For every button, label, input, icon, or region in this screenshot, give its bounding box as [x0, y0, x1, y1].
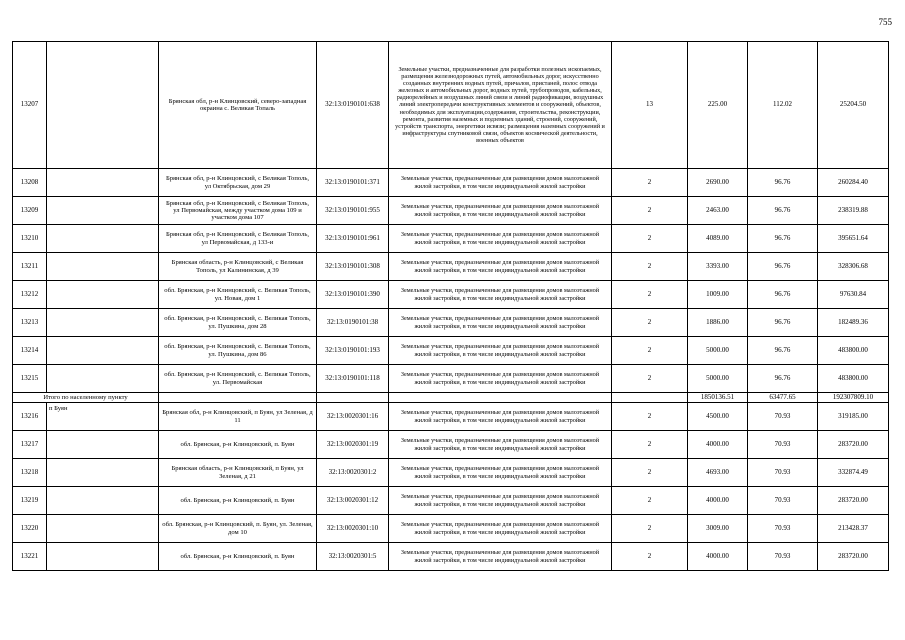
table-row — [13, 365, 889, 393]
permitted-use: Земельные участки, предназначенные для размещения домов малоэтажной жилой застройки, в том числе индивидуальной жилой застройки — [389, 431, 612, 459]
row-number: 13210 — [13, 225, 47, 253]
group-number: 2 — [612, 515, 688, 543]
total-rate: 63477.65 — [748, 393, 818, 403]
cadastral-rate: 70.93 — [748, 515, 818, 543]
cadastral-number: 32:13:0020301:5 — [317, 543, 389, 571]
cadastral-number: 32:13:0190101:371 — [317, 169, 389, 197]
group-number: 2 — [612, 253, 688, 281]
table-row — [13, 431, 889, 459]
empty-cell — [47, 42, 159, 169]
permitted-use: Земельные участки, предназначенные для размещения домов малоэтажной жилой застройки, в том числе индивидуальной жилой застройки — [389, 197, 612, 225]
cadastral-value: 213428.37 — [818, 515, 889, 543]
address-cell: Брянская обл, р-н Клинцовский, п Буян, ул Зеленая, д 11 — [159, 403, 317, 431]
total-empty-cell — [389, 393, 612, 403]
permitted-use: Земельные участки, предназначенные для размещения домов малоэтажной жилой застройки, в том числе индивидуальной жилой застройки — [389, 487, 612, 515]
empty-cell — [47, 309, 159, 337]
address-cell: обл. Брянская, р-н Клинцовский, п. Буян — [159, 543, 317, 571]
empty-cell — [47, 403, 159, 431]
group-number: 2 — [612, 365, 688, 393]
area-value: 5000.00 — [688, 337, 748, 365]
address-cell: Брянская обл, р-н Клинцовский, с Великая Тополь, ул Октябрьская, дом 29 — [159, 169, 317, 197]
cadastral-number: 32:13:0020301:16 — [317, 403, 389, 431]
table-row — [13, 225, 889, 253]
group-number: 2 — [612, 431, 688, 459]
total-empty-cell — [612, 393, 688, 403]
cadastral-number: 32:13:0190101:118 — [317, 365, 389, 393]
table-row — [13, 515, 889, 543]
table-row — [13, 169, 889, 197]
cadastral-value: 483800.00 — [818, 337, 889, 365]
cadastral-value: 332874.49 — [818, 459, 889, 487]
address-cell: обл. Брянская, р-н Клинцовский, п. Буян, ул. Зеленая, дом 10 — [159, 515, 317, 543]
row-number: 13209 — [13, 197, 47, 225]
cadastral-rate: 70.93 — [748, 543, 818, 571]
table-row — [13, 197, 889, 225]
group-number: 2 — [612, 225, 688, 253]
area-value: 1886.00 — [688, 309, 748, 337]
row-number: 13208 — [13, 169, 47, 197]
table-row — [13, 309, 889, 337]
area-value: 4693.00 — [688, 459, 748, 487]
area-value: 3009.00 — [688, 515, 748, 543]
address-cell: Брянская обл, р-н Клинцовский, северо-западная окраина с. Великая Топаль — [159, 42, 317, 169]
group-number: 2 — [612, 459, 688, 487]
area-value: 4500.00 — [688, 403, 748, 431]
area-value: 4000.00 — [688, 487, 748, 515]
cadastral-number: 32:13:0190101:955 — [317, 197, 389, 225]
cadastral-rate: 96.76 — [748, 197, 818, 225]
locality-total-row — [13, 393, 889, 403]
address-cell: обл. Брянская, р-н Клинцовский, п. Буян — [159, 431, 317, 459]
land-register-table — [12, 41, 889, 571]
group-number: 2 — [612, 337, 688, 365]
table-row — [13, 403, 889, 431]
permitted-use: Земельные участки, предназначенные для размещения домов малоэтажной жилой застройки, в том числе индивидуальной жилой застройки — [389, 169, 612, 197]
permitted-use: Земельные участки, предназначенные для размещения домов малоэтажной жилой застройки, в том числе индивидуальной жилой застройки — [389, 253, 612, 281]
cadastral-value: 260284.40 — [818, 169, 889, 197]
cadastral-value: 283720.00 — [818, 431, 889, 459]
total-label: Итого по населенному пункту — [13, 393, 159, 403]
cadastral-number: 32:13:0020301:19 — [317, 431, 389, 459]
cadastral-number: 32:13:0190101:390 — [317, 281, 389, 309]
empty-cell — [47, 487, 159, 515]
address-cell: обл. Брянская, р-н Клинцовский, с. Великая Тополь, ул. Новая, дом 1 — [159, 281, 317, 309]
total-empty-cell — [159, 393, 317, 403]
locality-heading: п Буян — [49, 404, 68, 412]
address-cell: Брянская обл, р-н Клинцовский, с Великая Тополь, ул Первомайская, между участком дома 109 и участком дома 107 — [159, 197, 317, 225]
empty-cell — [47, 543, 159, 571]
permitted-use: Земельные участки, предназначенные для размещения домов малоэтажной жилой застройки, в том числе индивидуальной жилой застройки — [389, 281, 612, 309]
total-area: 1850136.51 — [688, 393, 748, 403]
permitted-use: Земельные участки, предназначенные для разработки полезных ископаемых, размещения железнодорожных путей, автомобильных дорог, искусственно созданных внутренних водных путей, причалов, пристаней, полос отвода железных и автомобильных дорог, водных путей, трубопроводов, кабельных, радиорелейных и воздушных линий связи и линий радиофикации, воздушных линий электропередачи конструктивных элементов и сооружений, объектов, необходимых для эксплуатации,содержания, строительства, реконструкции, ремонта, развития наземных и подземных зданий, строений, сооружений, устройств транспорта, энергетики исвязи; размещения наземных сооружений и инфраструктуры спутниковой связи, объектов космической деятельности, военных объектов — [389, 42, 612, 169]
group-number: 13 — [612, 42, 688, 169]
cadastral-rate: 112.02 — [748, 42, 818, 169]
cadastral-value: 328306.68 — [818, 253, 889, 281]
area-value: 2690.00 — [688, 169, 748, 197]
cadastral-rate: 70.93 — [748, 403, 818, 431]
empty-cell — [47, 225, 159, 253]
permitted-use: Земельные участки, предназначенные для размещения домов малоэтажной жилой застройки, в том числе индивидуальной жилой застройки — [389, 365, 612, 393]
table-row — [13, 487, 889, 515]
area-value: 1009.00 — [688, 281, 748, 309]
row-number: 13213 — [13, 309, 47, 337]
row-number: 13215 — [13, 365, 47, 393]
group-number: 2 — [612, 487, 688, 515]
empty-cell — [47, 197, 159, 225]
address-cell: Брянская обл, р-н Клинцовский, с Великая Тополь, ул Первомайская, д 133-и — [159, 225, 317, 253]
table-row — [13, 543, 889, 571]
row-number: 13217 — [13, 431, 47, 459]
cadastral-rate: 96.76 — [748, 281, 818, 309]
table-row — [13, 253, 889, 281]
area-value: 4000.00 — [688, 543, 748, 571]
cadastral-number: 32:13:0020301:2 — [317, 459, 389, 487]
area-value: 5000.00 — [688, 365, 748, 393]
cadastral-number: 32:13:0190101:38 — [317, 309, 389, 337]
area-value: 4089.00 — [688, 225, 748, 253]
group-number: 2 — [612, 543, 688, 571]
cadastral-value: 319185.00 — [818, 403, 889, 431]
row-number: 13212 — [13, 281, 47, 309]
cadastral-value: 182489.36 — [818, 309, 889, 337]
empty-cell — [47, 281, 159, 309]
cadastral-rate: 70.93 — [748, 431, 818, 459]
address-cell: обл. Брянская, р-н Клинцовский, с. Великая Тополь, ул. Пушкина, дом 28 — [159, 309, 317, 337]
cadastral-rate: 96.76 — [748, 253, 818, 281]
cadastral-number: 32:13:0190101:308 — [317, 253, 389, 281]
cadastral-value: 97630.84 — [818, 281, 889, 309]
cadastral-value: 483800.00 — [818, 365, 889, 393]
permitted-use: Земельные участки, предназначенные для размещения домов малоэтажной жилой застройки, в том числе индивидуальной жилой застройки — [389, 225, 612, 253]
cadastral-value: 283720.00 — [818, 487, 889, 515]
cadastral-number: 32:13:0190101:193 — [317, 337, 389, 365]
group-number: 2 — [612, 169, 688, 197]
group-number: 2 — [612, 197, 688, 225]
page-number: 755 — [878, 17, 892, 27]
address-cell: Брянская область, р-н Клинцовский, п Буян, ул Зеленая, д 21 — [159, 459, 317, 487]
area-value: 2463.00 — [688, 197, 748, 225]
cadastral-number: 32:13:0190101:638 — [317, 42, 389, 169]
address-cell: обл. Брянская, р-н Клинцовский, с. Великая Тополь, ул. Пушкина, дом 86 — [159, 337, 317, 365]
cadastral-rate: 96.76 — [748, 309, 818, 337]
cadastral-rate: 70.93 — [748, 459, 818, 487]
group-number: 2 — [612, 403, 688, 431]
area-value: 3393.00 — [688, 253, 748, 281]
cadastral-number: 32:13:0020301:12 — [317, 487, 389, 515]
cadastral-number: 32:13:0190101:961 — [317, 225, 389, 253]
cadastral-number: 32:13:0020301:10 — [317, 515, 389, 543]
row-number: 13219 — [13, 487, 47, 515]
address-cell: обл. Брянская, р-н Клинцовский, п. Буян — [159, 487, 317, 515]
empty-cell — [47, 365, 159, 393]
row-number: 13214 — [13, 337, 47, 365]
empty-cell — [47, 253, 159, 281]
table-row — [13, 281, 889, 309]
cadastral-rate: 96.76 — [748, 337, 818, 365]
cadastral-value: 25204.50 — [818, 42, 889, 169]
row-number: 13220 — [13, 515, 47, 543]
table-row — [13, 337, 889, 365]
table-row — [13, 459, 889, 487]
group-number: 2 — [612, 309, 688, 337]
empty-cell — [47, 459, 159, 487]
cadastral-rate: 96.76 — [748, 365, 818, 393]
table-row — [13, 42, 889, 169]
empty-cell — [47, 431, 159, 459]
empty-cell — [47, 169, 159, 197]
total-empty-cell — [317, 393, 389, 403]
empty-cell — [47, 337, 159, 365]
area-value: 4000.00 — [688, 431, 748, 459]
permitted-use: Земельные участки, предназначенные для размещения домов малоэтажной жилой застройки, в том числе индивидуальной жилой застройки — [389, 309, 612, 337]
cadastral-value: 238319.88 — [818, 197, 889, 225]
permitted-use: Земельные участки, предназначенные для размещения домов малоэтажной жилой застройки, в том числе индивидуальной жилой застройки — [389, 337, 612, 365]
cadastral-rate: 96.76 — [748, 225, 818, 253]
row-number: 13211 — [13, 253, 47, 281]
permitted-use: Земельные участки, предназначенные для размещения домов малоэтажной жилой застройки, в том числе индивидуальной жилой застройки — [389, 403, 612, 431]
address-cell: обл. Брянская, р-н Клинцовский, с. Великая Тополь, ул. Первомайская — [159, 365, 317, 393]
group-number: 2 — [612, 281, 688, 309]
row-number: 13221 — [13, 543, 47, 571]
permitted-use: Земельные участки, предназначенные для размещения домов малоэтажной жилой застройки, в том числе индивидуальной жилой застройки — [389, 459, 612, 487]
permitted-use: Земельные участки, предназначенные для размещения домов малоэтажной жилой застройки, в том числе индивидуальной жилой застройки — [389, 543, 612, 571]
row-number: 13216 — [13, 403, 47, 431]
empty-cell — [47, 515, 159, 543]
area-value: 225.00 — [688, 42, 748, 169]
cadastral-value: 395651.64 — [818, 225, 889, 253]
address-cell: Брянская область, р-н Клинцовский, с Великая Тополь, ул Калининская, д 39 — [159, 253, 317, 281]
cadastral-rate: 70.93 — [748, 487, 818, 515]
row-number: 13218 — [13, 459, 47, 487]
permitted-use: Земельные участки, предназначенные для размещения домов малоэтажной жилой застройки, в том числе индивидуальной жилой застройки — [389, 515, 612, 543]
total-value: 192307809.10 — [818, 393, 889, 403]
cadastral-rate: 96.76 — [748, 169, 818, 197]
row-number: 13207 — [13, 42, 47, 169]
cadastral-value: 283720.00 — [818, 543, 889, 571]
